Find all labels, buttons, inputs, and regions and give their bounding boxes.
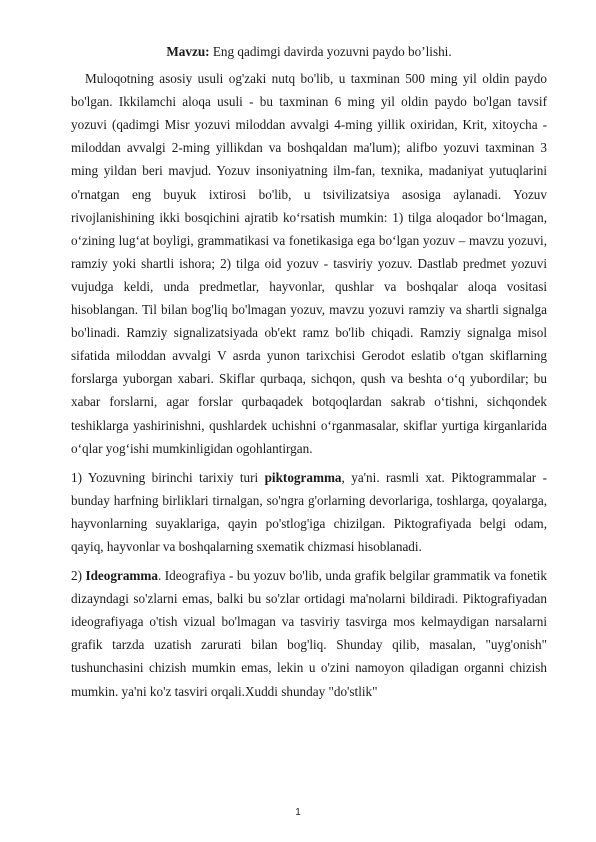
- paragraph-intro: Muloqotning asosiy usuli og'zaki nutq bo'lib, u taxminan 500 ming yil oldin paydo bo'lgan. Ikkilamchi aloqa usuli - bu taxminan 6 ming yil oldin paydo bo'lgan tavsif yozuvi (qadimgi Misr yozuvi miloddan avvalgi 4-ming yillik oxiridan, Krit, xitoycha - miloddan avvalgi 2-ming yillikdan va boshqaldan ma'lum); alifbo yozuvi taxminan 3 ming yildan beri mavjud. Yozuv insoniyatning ilm-fan, texnika, madaniyat yutuqlarini o'rnatgan eng buyuk ixtirosi bo'lib, u tsivilizatsiya asosiga aylanadi. Yozuv rivojlanishining ikki bosqichini ajratib ko‘rsatish mumkin: 1) tilga aloqador bo‘lmagan, o‘zining lug‘at boyligi, grammatikasi va fonetikasiga ega bo‘lgan yozuv – mavzu yozuvi, ramziy yoki shartli ishora; 2) tilga oid yozuv - tasviriy yozuv. Dastlab predmet yozuvi vujudga keldi, unda predmetlar, hayvonlar, qushlar va boshqalar aloqa vositasi hisoblangan. Til bilan bog'liq bo'lmagan yozuv, mavzu yozuvi ramziy va shartli signalga bo'linadi. Ramziy signalizatsiyada ob'ekt ramz bo'lib chiqadi. Ramziy signalga misol sifatida miloddan avvalgi V asrda yunon tarixchisi Gerodot eslatib o'tgan skiflarning forslarga yuborgan xabari. Skiflar qurbaqa, sichqon, qush va beshta o‘q yubordilar; bu xabar forslarni, agar forslar qurbaqadek botqoqlardan sakrab o‘tishni, sichqondek teshiklarga yashirinishni, qushlardek uchishni o‘rganmasalar, skiflar yurtiga kirganlarida o‘qlar yog‘ishi mumkinligidan ogohlantirgan.: [71, 71, 547, 456]
- paragraph-pictogram-lead: 1) Yozuvning birinchi tarixiy turi: [71, 469, 265, 485]
- page-number: 1: [295, 807, 301, 818]
- paragraph-ideogram-body: . Ideografiya - bu yozuv bo'lib, unda grafik belgilar grammatik va fonetik dizayndagi so'zlarni emas, balki bu so'zlar ortidagi ma'nolarni bildiradi. Piktografiyadan ideografiyaga o'tish vizual bo'lmagan va tasviriy tasvirga mos kelmaydigan narsalarni grafik tarzda uzatish zarurati bilan bog'liq. Shunday qilib, masalan, "uyg'onish" tushunchasini chizish mumkin emas, lekin u o'zini namoyon qiladigan organni chizish mumkin. ya'ni ko'z tasviri orqali.Xuddi shunday "do'stlik": [71, 568, 547, 699]
- paragraph-ideogram-lead: 2): [71, 568, 86, 584]
- document-title: [71, 40, 547, 63]
- title-label: Mavzu:: [166, 44, 210, 59]
- paragraph-pictogram-body: , ya'ni. rasmli xat. Piktogrammalar - bunday harfning birliklari tirnalgan, so'ngra g'orlarning devorlariga, toshlarga, qoyalarga, hayvonlarning suyaklariga, qayin po'stlog'iga chizilgan. Piktografiyada belgi odam, qayiq, hayvonlar va boshqalarning sxematik chizmasi hisoblanadi.: [71, 469, 547, 554]
- term-ideogram: Ideogramma: [85, 568, 158, 584]
- paragraph-ideogram: [71, 564, 547, 703]
- paragraph-pictogram: [71, 466, 547, 558]
- document-page: [71, 40, 547, 709]
- title-text: Eng qadimgi davirda yozuvni paydo bo’lishi.: [209, 44, 452, 59]
- term-pictogram: piktogramma: [264, 469, 342, 485]
